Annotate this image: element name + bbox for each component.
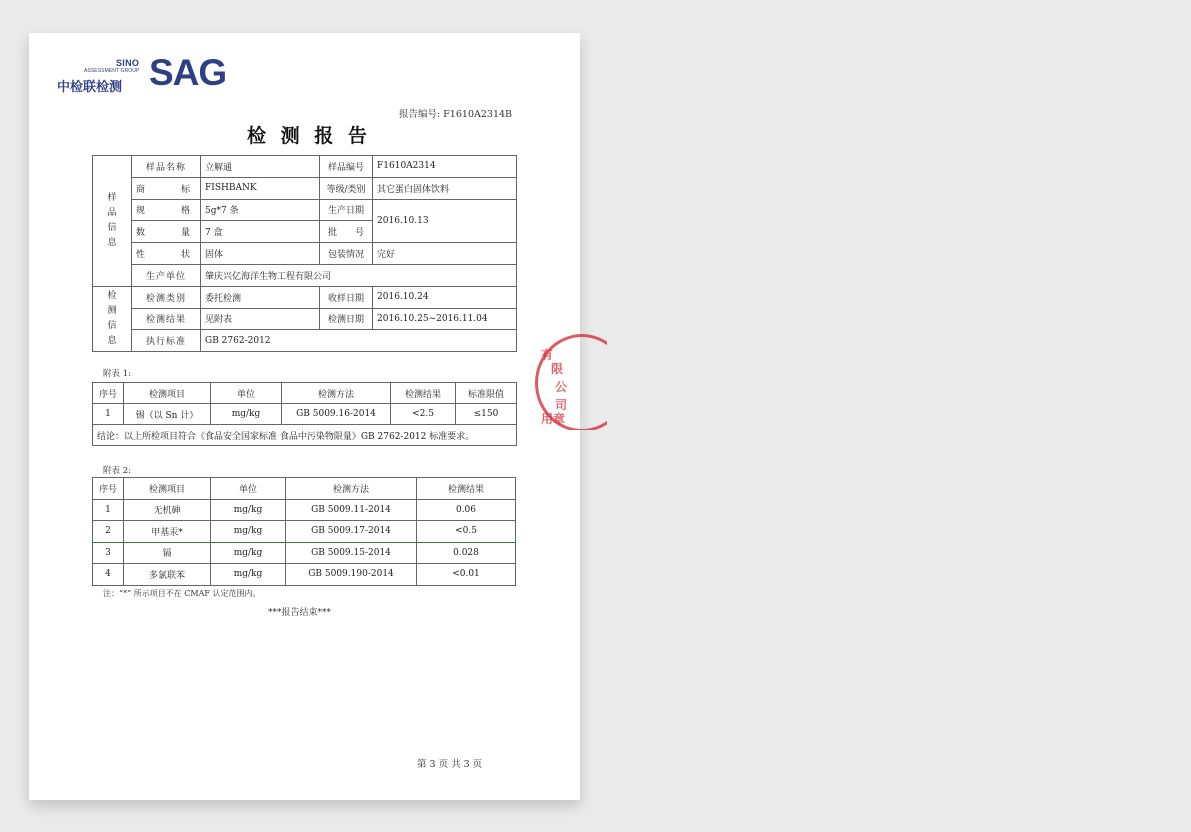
cell-label: 检测日期 bbox=[320, 308, 373, 330]
cell-value: 2016.10.13 bbox=[373, 199, 517, 243]
report-page bbox=[29, 33, 580, 800]
table-row bbox=[93, 542, 516, 564]
table-header-row bbox=[93, 478, 516, 500]
cell-item: 无机砷 bbox=[124, 499, 211, 521]
cell-label: 规 格 bbox=[132, 199, 201, 221]
cell-result: <2.5 bbox=[391, 404, 456, 425]
cell-method: GB 5009.11-2014 bbox=[286, 499, 417, 521]
sample-info-side-label: 样 品 信 息 bbox=[93, 156, 132, 287]
cell-no: 3 bbox=[93, 542, 124, 564]
cell-unit: mg/kg bbox=[211, 404, 282, 425]
table-row bbox=[93, 286, 517, 308]
column-header: 检测方法 bbox=[282, 383, 391, 404]
cell-label: 商 标 bbox=[132, 177, 201, 199]
report-number: 报告编号: F1610A2314B bbox=[399, 109, 513, 120]
cell-value: 2016.10.24 bbox=[373, 286, 517, 308]
cell-method: GB 5009.190-2014 bbox=[286, 564, 417, 586]
cell-unit: mg/kg bbox=[211, 521, 286, 543]
cell-value: 固体 bbox=[201, 243, 320, 265]
cell-item: 锡（以 Sn 计） bbox=[124, 404, 211, 425]
cell-value: 肇庆兴亿海洋生物工程有限公司 bbox=[201, 264, 517, 286]
column-header: 检测项目 bbox=[124, 383, 211, 404]
cell-label: 收样日期 bbox=[320, 286, 373, 308]
cell-value: 其它蛋白固体饮料 bbox=[373, 177, 517, 199]
seal-char: 司 bbox=[555, 398, 568, 412]
cell-label: 检测类别 bbox=[132, 286, 201, 308]
cell-label: 等级/类别 bbox=[320, 177, 373, 199]
table-row bbox=[93, 308, 517, 330]
cell-value: 委托检测 bbox=[201, 286, 320, 308]
cell-no: 4 bbox=[93, 564, 124, 586]
cell-value: FISHBANK bbox=[201, 177, 320, 199]
cell-label: 数 量 bbox=[132, 221, 201, 243]
appendix1-table bbox=[92, 382, 517, 446]
seal-char: 限 bbox=[551, 362, 564, 376]
cell-method: GB 5009.17-2014 bbox=[286, 521, 417, 543]
cell-value: F1610A2314 bbox=[373, 156, 517, 178]
cell-value: 2016.10.25~2016.11.04 bbox=[373, 308, 517, 330]
table-row bbox=[93, 564, 516, 586]
cell-result: <0.5 bbox=[417, 521, 516, 543]
table-row bbox=[93, 499, 516, 521]
cell-result: <0.01 bbox=[417, 564, 516, 586]
company-seal bbox=[527, 330, 607, 430]
column-header: 检测结果 bbox=[417, 478, 516, 500]
cell-no: 2 bbox=[93, 521, 124, 543]
cell-label: 样品编号 bbox=[320, 156, 373, 178]
footnote: 注：“*” 所示项目不在 CMAF 认定范围内。 bbox=[103, 589, 261, 598]
table-row bbox=[93, 521, 516, 543]
cell-value: 5g*7 条 bbox=[201, 199, 320, 221]
logo-sag: SAG bbox=[149, 52, 227, 93]
cell-no: 1 bbox=[93, 404, 124, 425]
cell-no: 1 bbox=[93, 499, 124, 521]
cell-limit: ≤150 bbox=[456, 404, 517, 425]
table-row bbox=[93, 199, 517, 221]
column-header: 序号 bbox=[93, 478, 124, 500]
table-row bbox=[93, 425, 517, 446]
sample-info-table bbox=[92, 155, 517, 352]
appendix2-table bbox=[92, 477, 516, 586]
appendix2-label: 附表 2: bbox=[103, 466, 131, 476]
table-row bbox=[93, 264, 517, 286]
cell-method: GB 5009.15-2014 bbox=[286, 542, 417, 564]
cell-value: GB 2762-2012 bbox=[201, 330, 517, 352]
cell-label: 样品名称 bbox=[132, 156, 201, 178]
column-header: 检测项目 bbox=[124, 478, 211, 500]
cell-value: 见附表 bbox=[201, 308, 320, 330]
column-header: 序号 bbox=[93, 383, 124, 404]
cell-unit: mg/kg bbox=[211, 542, 286, 564]
cell-item: 镉 bbox=[124, 542, 211, 564]
sag-logo bbox=[57, 52, 227, 95]
appendix1-label: 附表 1: bbox=[103, 369, 131, 379]
column-header: 标准限值 bbox=[456, 383, 517, 404]
logo-cn: 中检联检测 bbox=[57, 80, 123, 95]
cell-item: 多氯联苯 bbox=[124, 564, 211, 586]
test-info-side-label: 检 测 信 息 bbox=[93, 286, 132, 351]
table-row bbox=[93, 243, 517, 265]
report-end-mark: ***报告结束*** bbox=[268, 608, 332, 618]
cell-value: 立解通 bbox=[201, 156, 320, 178]
cell-label: 批 号 bbox=[320, 221, 373, 243]
cell-unit: mg/kg bbox=[211, 564, 286, 586]
page-title: 检 测 报 告 bbox=[247, 125, 371, 147]
cell-result: 0.06 bbox=[417, 499, 516, 521]
column-header: 检测方法 bbox=[286, 478, 417, 500]
logo-group: ASSESSMENT GROUP bbox=[84, 68, 140, 74]
cell-value: 完好 bbox=[373, 243, 517, 265]
cell-label: 包装情况 bbox=[320, 243, 373, 265]
cell-method: GB 5009.16-2014 bbox=[282, 404, 391, 425]
table-row bbox=[93, 404, 517, 425]
column-header: 检测结果 bbox=[391, 383, 456, 404]
logo-sino: SINO bbox=[116, 58, 140, 68]
table-row bbox=[93, 330, 517, 352]
cell-label: 生产日期 bbox=[320, 199, 373, 221]
seal-char: 公 bbox=[555, 380, 568, 394]
table-row bbox=[93, 177, 517, 199]
cell-label: 检测结果 bbox=[132, 308, 201, 330]
cell-item: 甲基汞* bbox=[124, 521, 211, 543]
conclusion-text: 结论：以上所检项目符合《食品安全国家标准 食品中污染物限量》GB 2762-2012 标准要求。 bbox=[93, 425, 517, 446]
seal-char: 用章 bbox=[541, 412, 566, 426]
column-header: 单位 bbox=[211, 478, 286, 500]
cell-unit: mg/kg bbox=[211, 499, 286, 521]
table-row bbox=[93, 156, 517, 178]
cell-label: 性 状 bbox=[132, 243, 201, 265]
table-header-row bbox=[93, 383, 517, 404]
cell-label: 执行标准 bbox=[132, 330, 201, 352]
cell-value: 7 盒 bbox=[201, 221, 320, 243]
page-number: 第 3 页 共 3 页 bbox=[417, 759, 483, 770]
cell-label: 生产单位 bbox=[132, 264, 201, 286]
seal-char: 有 bbox=[541, 348, 554, 362]
cell-result: 0.028 bbox=[417, 542, 516, 564]
column-header: 单位 bbox=[211, 383, 282, 404]
